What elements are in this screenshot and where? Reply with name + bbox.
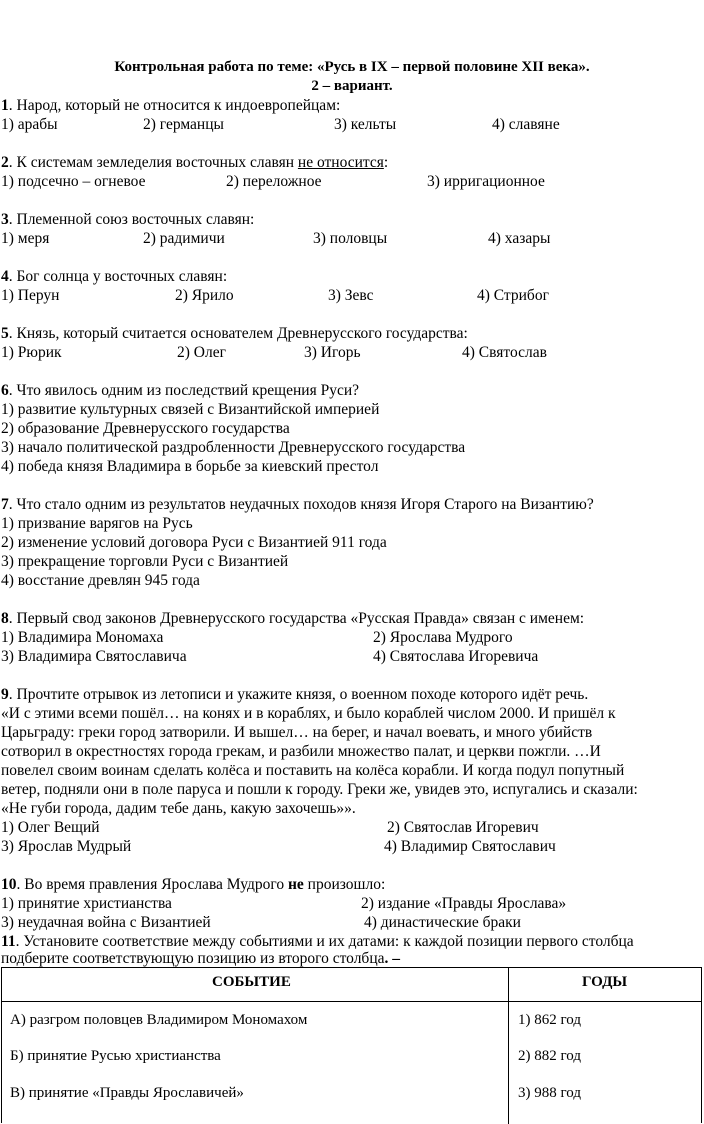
q6-option-2: 2) образование Древнерусского государства <box>1 420 290 437</box>
question-text: . Что стало одним из результатов неудачных походов князя Игоря Старого на Византию? <box>8 496 594 513</box>
chronicle-passage-line: сотворил в окрестностях города грекам, и разбили множество палат, и церкви пожгли. …И <box>1 743 601 760</box>
question-number: 11 <box>1 933 16 950</box>
question-text: . Князь, который считается основателем Древнерусского государства: <box>8 325 468 342</box>
question-number: 10 <box>1 876 17 893</box>
q1-option-4: 4) славяне <box>492 116 560 133</box>
q4-option-2: 2) Ярило <box>175 287 234 304</box>
question-text-bold: не <box>287 876 304 893</box>
question-6 <box>1 382 359 400</box>
q6-option-1: 1) развитие культурных связей с Византийской империей <box>1 401 380 418</box>
q10-option-4: 4) династические браки <box>364 914 521 931</box>
question-4 <box>1 268 227 286</box>
question-text: . Племенной союз восточных славян: <box>8 211 255 228</box>
table-year-1: 1) 862 год <box>518 1012 581 1028</box>
q2-option-1: 1) подсечно – огневое <box>1 173 146 190</box>
q7-option-2: 2) изменение условий договора Руси с Византией 911 года <box>1 534 387 551</box>
q8-option-3: 3) Владимира Святославича <box>1 648 187 665</box>
question-number: 7 <box>1 496 9 513</box>
question-text-underlined: не относится <box>297 154 384 171</box>
q1-option-2: 2) германцы <box>143 116 224 133</box>
q10-option-2: 2) издание «Правды Ярослава» <box>361 895 567 912</box>
q10-option-1: 1) принятие христианства <box>1 895 172 912</box>
table-event-a: А) разгром половцев Владимиром Мономахом <box>10 1012 308 1028</box>
question-8 <box>1 610 584 628</box>
q3-option-4: 4) хазары <box>488 230 551 247</box>
table-year-2: 2) 882 год <box>518 1048 581 1064</box>
question-text-tail: : <box>383 154 389 171</box>
page-title: Контрольная работа по теме: «Русь в IX – первой половине XII века». <box>114 59 590 75</box>
question-text: . Народ, который не относится к индоевропейцам: <box>8 97 341 114</box>
q1-option-1: 1) арабы <box>1 116 58 133</box>
chronicle-passage-line: Царьграду: греки город затворили. И вышел… на берег, и начал воевать, и много убийств <box>1 724 593 741</box>
question-text: . Бог солнца у восточных славян: <box>8 268 228 285</box>
variant-label: 2 – вариант. <box>311 78 393 94</box>
table-event-b: Б) принятие Русью христианства <box>10 1048 221 1064</box>
question-text: . Во время правления Ярослава Мудрого <box>16 876 288 893</box>
q6-option-4: 4) победа князя Владимира в борьбе за киевский престол <box>1 458 379 475</box>
question-2 <box>1 154 388 172</box>
q3-option-1: 1) меря <box>1 230 50 247</box>
q8-option-4: 4) Святослава Игоревича <box>373 648 539 665</box>
question-number: 2 <box>1 154 9 171</box>
chronicle-passage-line: «Не губи города, дадим тебе дань, какую захочешь»». <box>1 800 356 817</box>
question-text: . Что явилось одним из последствий крещения Руси? <box>8 382 359 399</box>
q8-option-2: 2) Ярослава Мудрого <box>373 629 513 646</box>
question-7 <box>1 496 594 514</box>
question-3 <box>1 211 254 229</box>
match-table <box>1 967 702 1123</box>
q5-option-1: 1) Рюрик <box>1 344 62 361</box>
question-text-bold: . – <box>384 950 400 967</box>
chronicle-passage-line: ветер, подняли они в поле паруса и пошли к городу. Греки же, увидев это, испугались и сказали: <box>1 781 638 798</box>
q9-option-1: 1) Олег Вещий <box>1 819 100 836</box>
question-9 <box>1 686 588 704</box>
question-5 <box>1 325 468 343</box>
table-event-c: В) принятие «Правды Ярославичей» <box>10 1085 244 1101</box>
question-text: . Первый свод законов Древнерусского государства «Русская Правда» связан с именем: <box>8 610 585 627</box>
table-header-years: ГОДЫ <box>582 974 628 990</box>
q3-option-2: 2) радимичи <box>143 230 225 247</box>
question-text: . Прочтите отрывок из летописи и укажите князя, о военном походе которого идёт речь. <box>8 686 589 703</box>
question-10 <box>1 876 385 894</box>
q3-option-3: 3) половцы <box>313 230 388 247</box>
q6-option-3: 3) начало политической раздробленности Древнерусского государства <box>1 439 466 456</box>
question-11 <box>1 933 634 951</box>
question-number: 6 <box>1 382 9 399</box>
question-number: 5 <box>1 325 9 342</box>
q2-option-3: 3) ирригационное <box>427 173 545 190</box>
q7-option-3: 3) прекращение торговли Руси с Византией <box>1 553 289 570</box>
chronicle-passage-line: «И с этими всеми пошёл… на конях и в кораблях, и было кораблей числом 2000. И пришёл к <box>1 705 616 722</box>
q4-option-3: 3) Зевс <box>328 287 374 304</box>
q2-option-2: 2) переложное <box>226 173 322 190</box>
q7-option-1: 1) призвание варягов на Русь <box>1 515 193 532</box>
table-header-divider <box>2 1001 702 1002</box>
question-number: 8 <box>1 610 9 627</box>
question-number: 4 <box>1 268 9 285</box>
question-1 <box>1 97 340 115</box>
q4-option-1: 1) Перун <box>1 287 60 304</box>
question-11-continuation <box>1 950 400 968</box>
chronicle-passage-line: повелел своим воинам сделать колёса и поставить на колёса корабли. И когда подул попутный <box>1 762 625 779</box>
q5-option-4: 4) Святослав <box>462 344 547 361</box>
question-text: подберите соответствующую позицию из второго столбца <box>1 950 385 967</box>
q9-option-4: 4) Владимир Святославич <box>384 838 556 855</box>
question-text: . Установите соответствие между событиями и их датами: к каждой позиции первого столбца <box>15 933 634 950</box>
q9-option-3: 3) Ярослав Мудрый <box>1 838 132 855</box>
question-number: 3 <box>1 211 9 228</box>
question-text: . К системам земледелия восточных славян <box>8 154 298 171</box>
question-number: 9 <box>1 686 9 703</box>
table-column-divider <box>508 968 509 1124</box>
q5-option-3: 3) Игорь <box>304 344 361 361</box>
q9-option-2: 2) Святослав Игоревич <box>387 819 539 836</box>
q10-option-3: 3) неудачная война с Византией <box>1 914 211 931</box>
q8-option-1: 1) Владимира Мономаха <box>1 629 164 646</box>
table-header-event: СОБЫТИЕ <box>212 974 291 990</box>
q4-option-4: 4) Стрибог <box>477 287 549 304</box>
q7-option-4: 4) восстание древлян 945 года <box>1 572 200 589</box>
table-year-3: 3) 988 год <box>518 1085 581 1101</box>
q5-option-2: 2) Олег <box>177 344 226 361</box>
question-text-tail: произошло: <box>303 876 386 893</box>
question-number: 1 <box>1 97 9 114</box>
q1-option-3: 3) кельты <box>334 116 397 133</box>
